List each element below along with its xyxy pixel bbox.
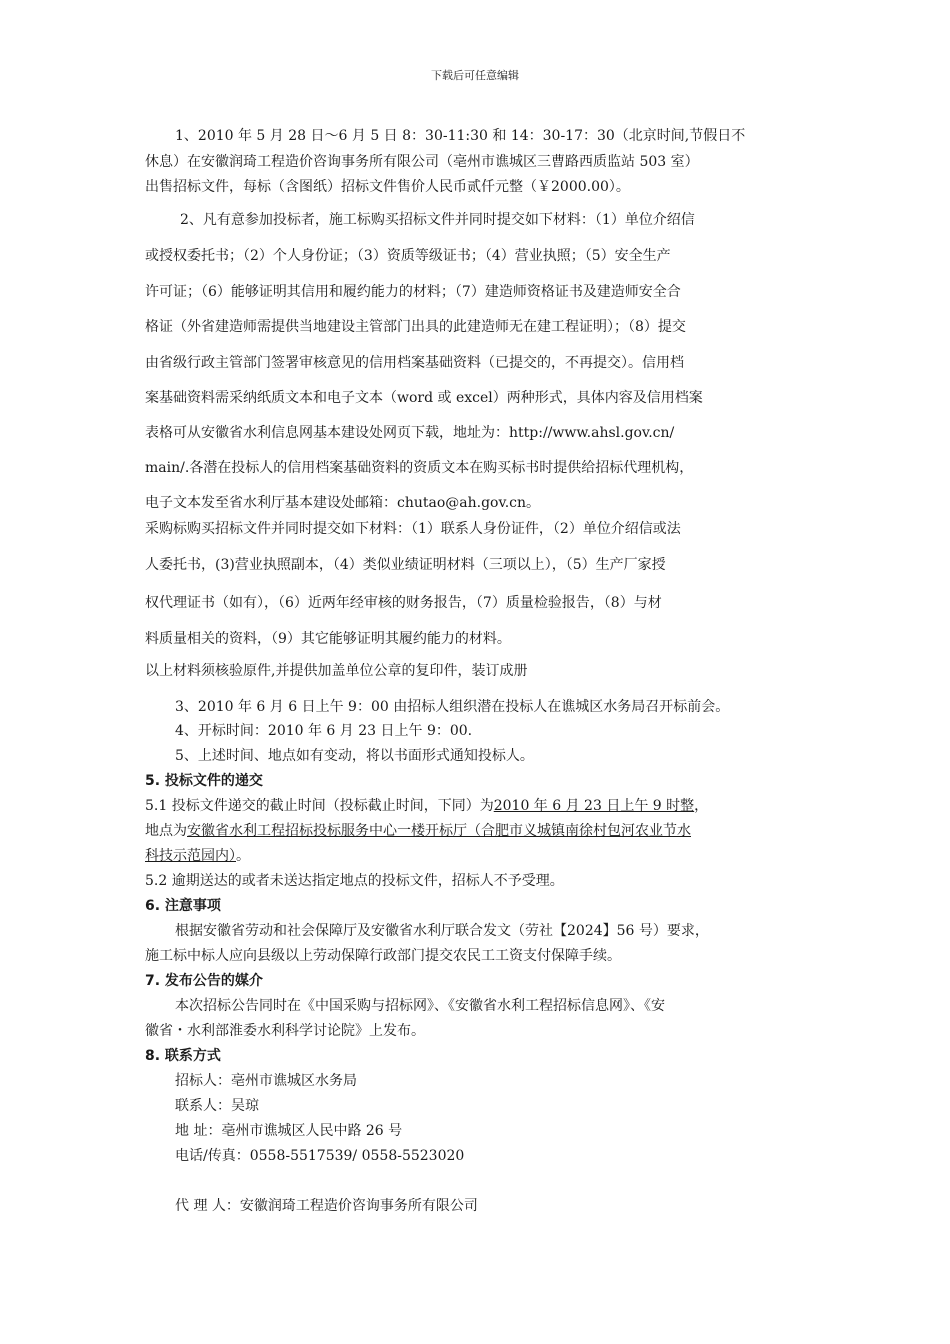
para-1-line: 1、2010 年 5 月 28 日～6 月 5 日 8：30-11:30 和 14：30-17：30（北京时间,节假日不: [175, 128, 746, 144]
agent: 代 理 人：安徽润琦工程造价咨询事务所有限公司: [175, 1198, 478, 1214]
phone-fax: 电话/传真：0558-5517539/ 0558-5523020: [175, 1148, 465, 1164]
para-2-line: main/.各潜在投标人的信用档案基础资料的资质文本在购买标书时提供给招标代理机构，: [145, 460, 694, 476]
para-3-line: 采购标购买招标文件并同时提交如下材料：（1）联系人身份证件，（2）单位介绍信或法: [145, 521, 681, 537]
section-5-item-1-line: [145, 821, 815, 841]
item-4: 4、开标时间：2010 年 6 月 23 日上午 9：00.: [175, 723, 473, 739]
deadline-prefix: 5.1 投标文件递交的截止时间（投标截止时间，下同）为: [145, 798, 494, 814]
para-2-line: 或授权委托书；（2）个人身份证；（3）资质等级证书；（4）营业执照；（5）安全生产: [145, 248, 671, 264]
para-2-line: 由省级行政主管部门签署审核意见的信用档案基础资料（已提交的，不再提交）。信用档: [145, 355, 684, 371]
section-6-heading: 6. 注意事项: [145, 898, 221, 914]
para-2-line: 格证（外省建造师需提供当地建设主管部门出具的此建造师无在建工程证明）；（8）提交: [145, 319, 686, 335]
para-1-line: 休息）在安徽润琦工程造价咨询事务所有限公司（亳州市谯城区三曹路西质监站 503 室）: [145, 154, 699, 170]
location-prefix: 地点为: [145, 823, 187, 839]
para-2-line: 2、凡有意参加投标者，施工标购买招标文件并同时提交如下材料：（1）单位介绍信: [180, 212, 695, 228]
section-5-heading: 5. 投标文件的递交: [145, 773, 263, 789]
para-2-line: 案基础资料需采纳纸质文本和电子文本（word 或 excel）两种形式，具体内容及信用档案: [145, 390, 703, 406]
comma: ，: [694, 798, 709, 814]
section-5-item-1-line: [145, 846, 815, 866]
section-5-item-2: 5.2 逾期送达的或者未送达指定地点的投标文件，招标人不予受理。: [145, 873, 564, 889]
section-6-line: 根据安徽省劳动和社会保障厅及安徽省水利厅联合发文（劳社【2024】56 号）要求，: [175, 923, 709, 939]
para-3-line: 人委托书，(3)营业执照副本，（4）类似业绩证明材料（三项以上），（5）生产厂家授: [145, 557, 666, 573]
section-5-item-1-line: [145, 796, 815, 816]
para-2-line: 表格可从安徽省水利信息网基本建设处网页下载，地址为：http://www.ahsl.gov.cn/: [145, 425, 675, 441]
item-5: 5、上述时间、地点如有变动，将以书面形式通知投标人。: [175, 748, 534, 764]
contact-person: 联系人：吴琼: [175, 1098, 259, 1114]
section-7-line: 本次招标公告同时在《中国采购与招标网》、《安徽省水利工程招标信息网》、《安: [175, 998, 665, 1014]
para-3-line: 权代理证书（如有），（6）近两年经审核的财务报告，（7）质量检验报告，（8）与材: [145, 595, 662, 611]
section-7-line: 徽省・水利部淮委水利科学讨论院》上发布。: [145, 1023, 425, 1039]
location-value: 安徽省水利工程招标投标服务中心一楼开标厅（合肥市义城镇南徐村包河农业节水: [187, 823, 691, 839]
page-header: 下载后可任意编辑: [431, 69, 519, 82]
para-3-line: 以上材料须核验原件,并提供加盖单位公章的复印件，装订成册: [145, 663, 528, 679]
tenderer: 招标人：亳州市谯城区水务局: [175, 1073, 357, 1089]
location-value-cont: 科技示范园内）: [145, 848, 236, 864]
address: 地 址：亳州市谯城区人民中路 26 号: [175, 1123, 403, 1139]
deadline-value: 2010 年 6 月 23 日上午 9 时整: [493, 798, 695, 814]
period: 。: [236, 848, 250, 864]
item-3: 3、2010 年 6 月 6 日上午 9：00 由招标人组织潜在投标人在谯城区水务局召开标前会。: [175, 699, 730, 715]
para-2-line: 许可证；（6）能够证明其信用和履约能力的材料；（7）建造师资格证书及建造师安全合: [145, 284, 681, 300]
section-6-line: 施工标中标人应向县级以上劳动保障行政部门提交农民工工资支付保障手续。: [145, 948, 621, 964]
para-2-line: 电子文本发至省水利厅基本建设处邮箱：chutao@ah.gov.cn。: [145, 495, 541, 511]
para-3-line: 料质量相关的资料，（9）其它能够证明其履约能力的材料。: [145, 631, 511, 647]
para-1-line: 出售招标文件，每标（含图纸）招标文件售价人民币贰仟元整（￥2000.00）。: [145, 179, 630, 195]
section-8-heading: 8. 联系方式: [145, 1048, 221, 1064]
section-7-heading: 7. 发布公告的媒介: [145, 973, 263, 989]
